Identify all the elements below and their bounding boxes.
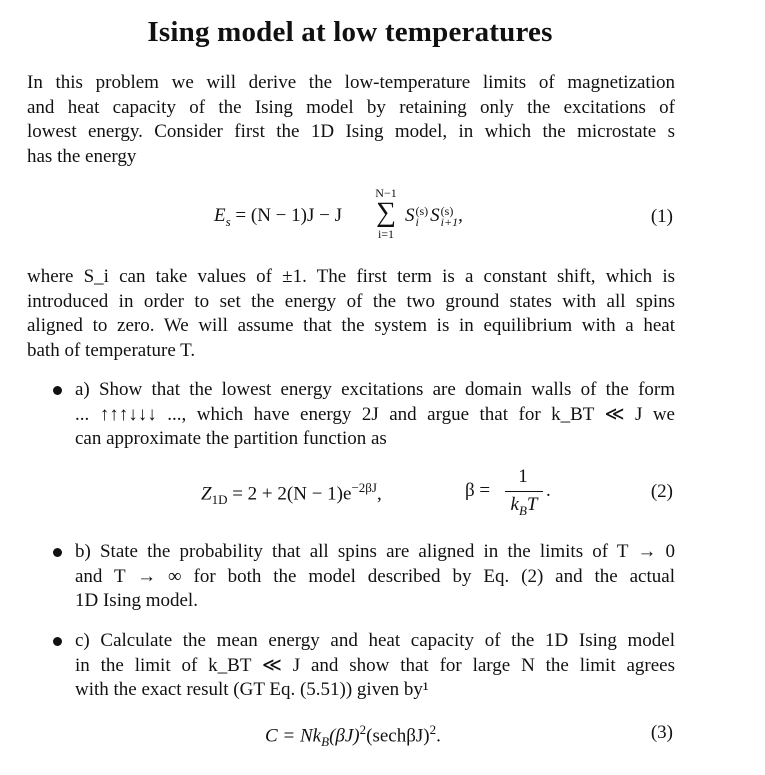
item-a <box>75 378 675 452</box>
page-title: Ising model at low temperatures <box>147 16 553 48</box>
item-b <box>75 540 675 614</box>
eq1-term-sup2: (s) <box>440 203 454 218</box>
bullet-a <box>53 386 62 395</box>
eq1-lhs-sub: s <box>225 213 231 229</box>
eq2-den: k <box>510 494 519 515</box>
eq2-lhs: Z <box>201 483 212 505</box>
eq1-mid: = (N − 1)J − J <box>230 205 342 226</box>
paragraph-2 <box>27 265 675 363</box>
eq3-sech: (sechβJ) <box>366 725 430 747</box>
bullet-b <box>53 548 62 557</box>
item-b-line: b) State the probability that all spins are aligned in the limits of T → 0 <box>75 541 675 562</box>
intro-line: In this problem we will derive the low-temperature limits of magnetization <box>27 72 675 93</box>
intro-line: lowest energy. Consider first the 1D Ising model, in which the microstate s <box>27 121 675 142</box>
eq1-term2: S <box>430 205 440 226</box>
eq1-sum-lower: i=1 <box>377 227 395 241</box>
eq3-rest: (βJ) <box>329 725 360 747</box>
bullet-c <box>53 637 62 646</box>
eq1-lhs: E <box>214 205 226 226</box>
equation-1-term <box>405 205 463 228</box>
eq2-den-sub: B <box>518 502 527 518</box>
intro-paragraph <box>27 71 675 169</box>
equation-2 <box>201 480 382 508</box>
eq1-sum-symbol: ∑ <box>376 197 396 228</box>
eq2-den-wrap <box>503 494 545 519</box>
intro-line: and heat capacity of the Ising model by retaining only the excitations of <box>27 96 675 118</box>
eq1-number: (1) <box>650 206 673 227</box>
eq2-rhs-sup: −2βJ <box>351 480 377 495</box>
eq1-sum-upper: N−1 <box>375 186 397 200</box>
eq2-num: 1 <box>518 466 528 487</box>
eq3-sub: B <box>321 734 330 750</box>
eq1-term-sub2: i+1 <box>440 214 459 229</box>
eq2-period: . <box>546 480 551 501</box>
eq2-den-tail: T <box>526 494 538 515</box>
item-b-line: and T → ∞ for both the model described by Eq. (2) and the actual <box>75 565 675 587</box>
item-c <box>75 629 675 703</box>
eq2-lhs-sub: 1D <box>211 492 228 508</box>
item-a-line: ... ↑↑↑↓↓↓ ..., which have energy 2J and argue that for k_BT ≪ J we <box>75 403 675 425</box>
item-a-line: a) Show that the lowest energy excitations are domain walls of the form <box>75 379 675 400</box>
eq1-sum <box>372 187 400 241</box>
item-c-line: with the exact result (GT Eq. (5.51)) given by¹ <box>75 679 429 700</box>
eq2-comma: , <box>376 483 382 505</box>
eq3-text: C = Nk <box>265 725 322 747</box>
eq3-sup1: 2 <box>359 722 367 737</box>
eq3-sup2: 2 <box>429 722 437 737</box>
eq2-rhs: = 2 + 2(N − 1)e <box>227 483 352 505</box>
para2-line: where S_i can take values of ±1. The first term is a constant shift, which is <box>27 266 675 287</box>
para2-line: bath of temperature T. <box>27 339 196 361</box>
eq2-number: (2) <box>650 481 673 502</box>
eq1-tail: , <box>458 205 463 226</box>
equation-3 <box>265 722 441 750</box>
eq2-fraction-bar <box>505 491 543 492</box>
eq2-beta: β = <box>465 480 491 501</box>
eq3-number: (3) <box>650 722 673 743</box>
item-b-line: 1D Ising model. <box>75 590 198 611</box>
eq1-term: S <box>405 205 415 226</box>
item-a-line: can approximate the partition function as <box>75 428 387 449</box>
eq3-end: . <box>436 725 441 747</box>
para2-line: introduced in order to set the energy of the two ground states with all spins <box>27 290 675 312</box>
eq1-term-sub1: i <box>415 214 419 229</box>
eq1-term-sup1: (s) <box>415 203 429 218</box>
equation-1 <box>214 205 342 230</box>
para2-line: aligned to zero. We will assume that the system is in equilibrium with a heat <box>27 315 675 336</box>
intro-line: has the energy <box>27 145 137 167</box>
item-c-line: c) Calculate the mean energy and heat capacity of the 1D Ising model <box>75 630 675 651</box>
item-c-line: in the limit of k_BT ≪ J and show that for large N the limit agrees <box>75 654 675 676</box>
